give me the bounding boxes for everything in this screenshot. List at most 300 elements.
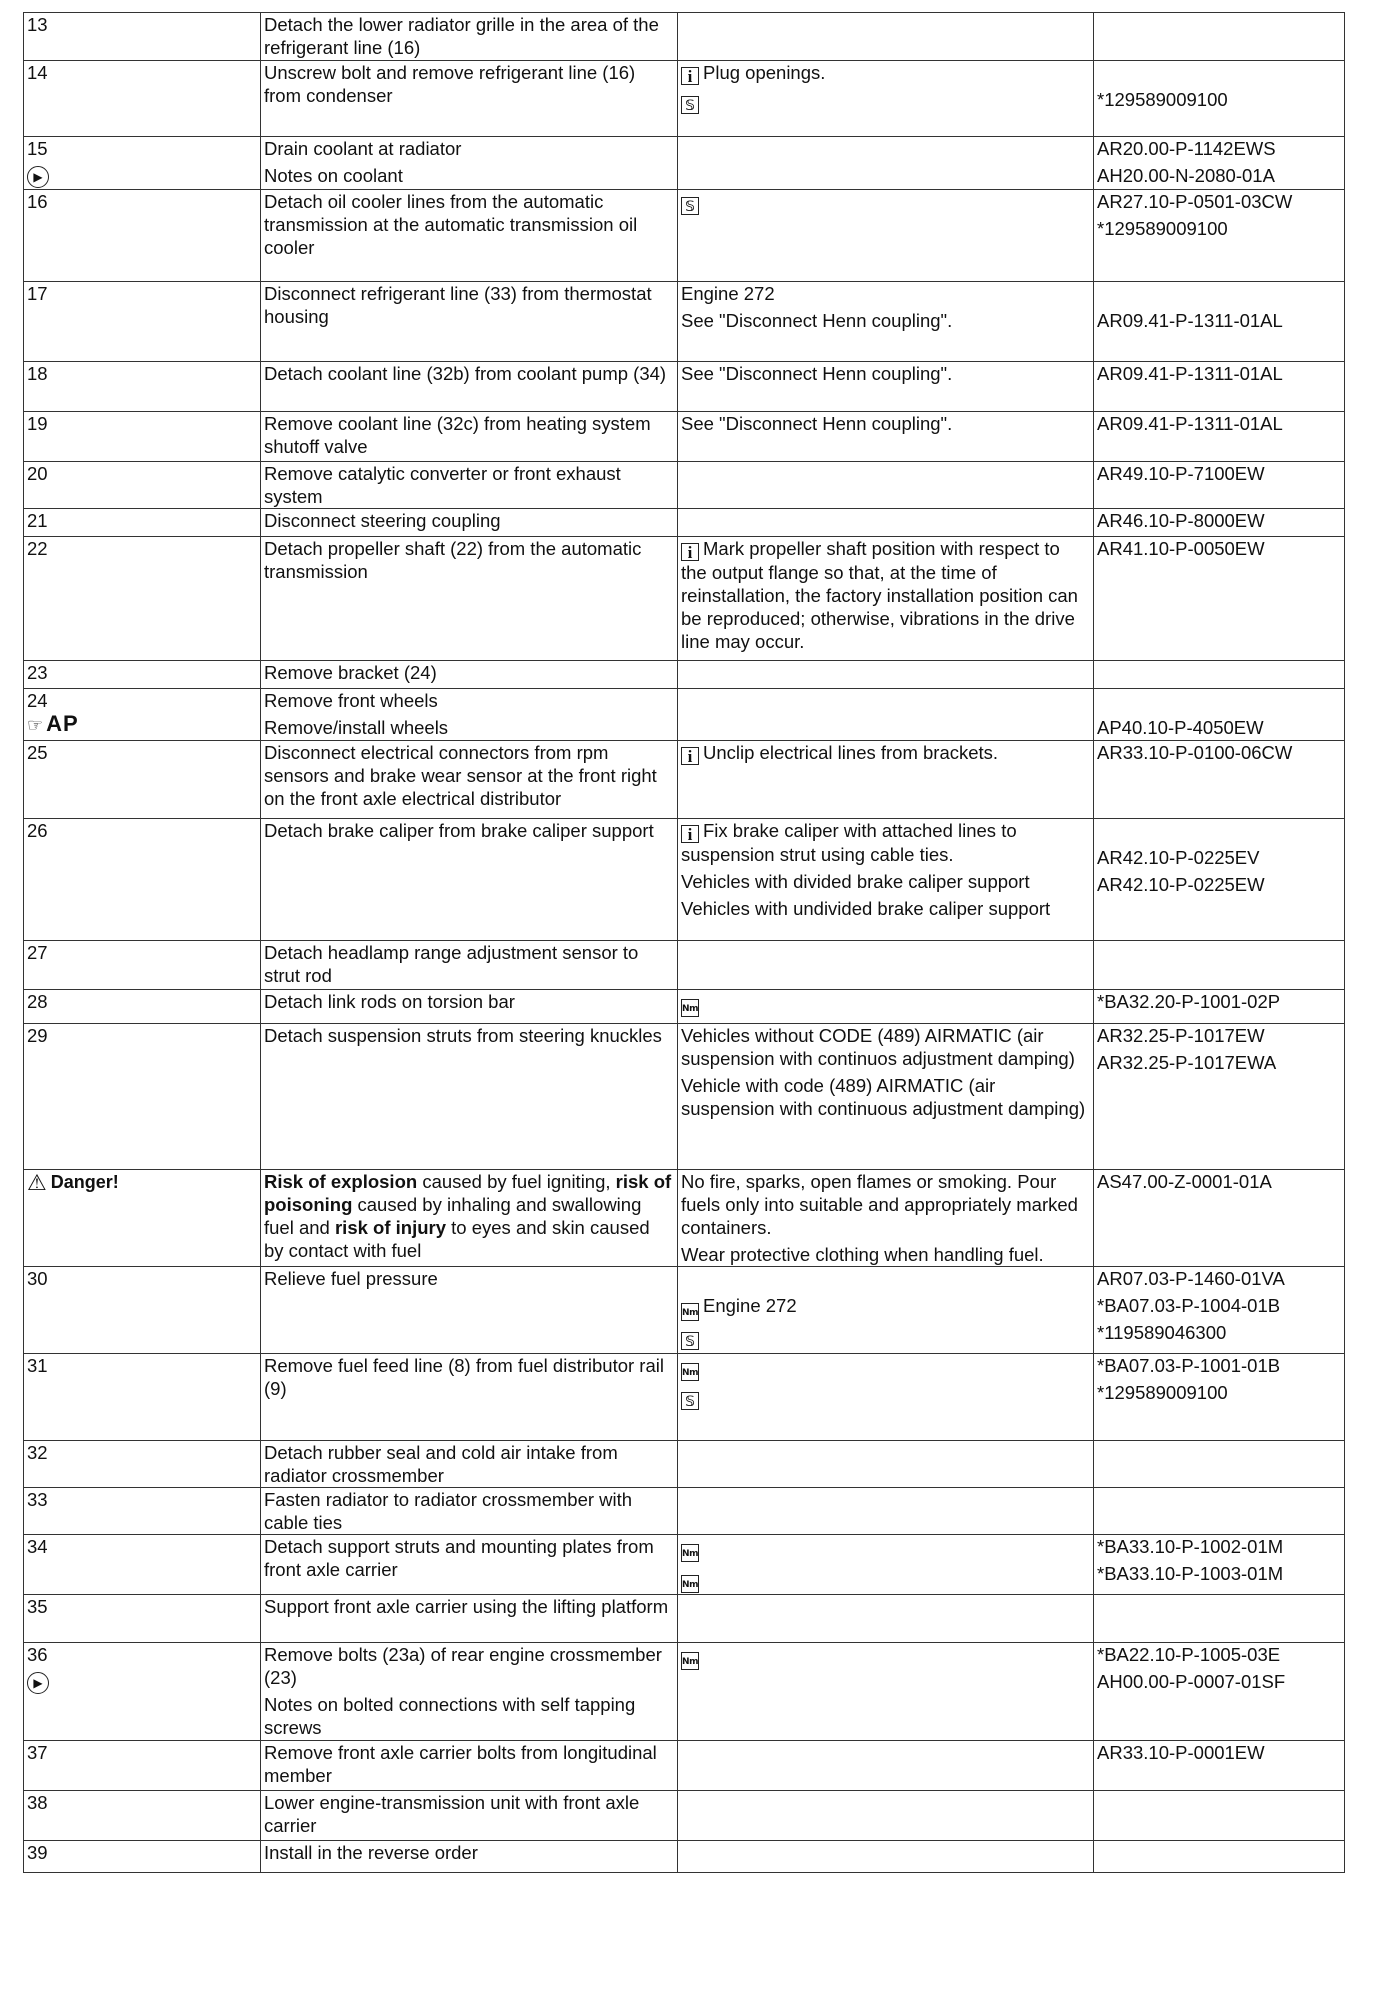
notes-cell <box>678 1267 1094 1354</box>
notes-cell <box>678 990 1094 1024</box>
danger-text: Danger! <box>50 1172 119 1192</box>
notes-cell <box>678 282 1094 362</box>
action-cell <box>261 941 678 990</box>
table-row <box>24 13 1345 61</box>
table-row <box>24 509 1345 537</box>
reference-spacer <box>1097 282 1341 305</box>
ap-badge <box>27 712 257 737</box>
note-line <box>681 897 1090 920</box>
table-row <box>24 137 1345 190</box>
step-cell <box>24 362 261 412</box>
step-number: 32 <box>27 1442 48 1463</box>
step-number: 33 <box>27 1489 48 1510</box>
notes-circle-icon: ▶ <box>27 1672 49 1694</box>
table-row <box>24 1595 1345 1643</box>
table-row <box>24 941 1345 990</box>
table-row <box>24 61 1345 137</box>
step-cell <box>24 990 261 1024</box>
action-text: Remove fuel feed line (8) from fuel distributor rail (9) <box>264 1355 664 1399</box>
document-reference-link[interactable]: *119589046300 <box>1097 1322 1227 1343</box>
torque-nm-icon: Nm <box>681 1363 699 1381</box>
warning-triangle-icon: ⚠ <box>27 1170 47 1195</box>
action-text: Detach link rods on torsion bar <box>264 991 515 1012</box>
special-tool-icon: 𝕊 <box>681 197 699 215</box>
reference-cell <box>1094 61 1345 137</box>
notes-cell <box>678 412 1094 462</box>
step-number: 14 <box>27 62 48 83</box>
document-reference-link[interactable]: *BA07.03-P-1004-01B <box>1097 1295 1281 1316</box>
note-line <box>681 1024 1090 1070</box>
note-text: Vehicles with divided brake caliper support <box>681 871 1030 892</box>
table-row <box>24 412 1345 462</box>
step-cell <box>24 1741 261 1791</box>
step-number: 16 <box>27 191 48 212</box>
note-text: Vehicles with undivided brake caliper support <box>681 898 1051 919</box>
step-cell <box>24 1841 261 1873</box>
step-number: 36 <box>27 1644 48 1665</box>
reference-cell <box>1094 1741 1345 1791</box>
action-text: Detach brake caliper from brake caliper support <box>264 820 654 841</box>
notes-cell <box>678 362 1094 412</box>
note-text: Mark propeller shaft position with respect to the output flange so that, at the time of reinstallation, the factory installation position can be reproduced; otherwise, vibrations in the drive line may occur. <box>681 538 1078 652</box>
info-icon: i <box>681 825 699 843</box>
danger-keyword: risk of poisoning <box>264 1171 672 1215</box>
step-cell <box>24 1595 261 1643</box>
action-cell <box>261 190 678 282</box>
document-reference-link[interactable]: *BA32.20-P-1001-02P <box>1097 991 1281 1012</box>
table-row <box>24 819 1345 941</box>
special-tool-icon: 𝕊 <box>681 1332 699 1350</box>
table-row <box>24 537 1345 661</box>
step-number: 39 <box>27 1842 48 1863</box>
step-number: 23 <box>27 662 48 683</box>
step-cell <box>24 282 261 362</box>
reference-cell <box>1094 1024 1345 1170</box>
note-line <box>681 190 1090 215</box>
info-icon: i <box>681 543 699 561</box>
reference-cell <box>1094 412 1345 462</box>
document-reference-link[interactable]: AH20.00-N-2080-01A <box>1097 165 1275 186</box>
table-row <box>24 282 1345 362</box>
step-cell <box>24 1488 261 1535</box>
action-cell <box>261 1841 678 1873</box>
reference-cell <box>1094 1535 1345 1595</box>
danger-description <box>264 1170 674 1262</box>
action-text: Remove coolant line (32c) from heating system shutoff valve <box>264 413 651 457</box>
reference-cell <box>1094 537 1345 661</box>
reference-cell <box>1094 819 1345 941</box>
note-line <box>681 362 1090 385</box>
notes-cell <box>678 1354 1094 1441</box>
table-row <box>24 1488 1345 1535</box>
notes-cell <box>678 689 1094 741</box>
step-cell <box>24 741 261 819</box>
step-cell <box>24 661 261 689</box>
table-row <box>24 990 1345 1024</box>
document-reference-link[interactable]: AR49.10-P-7100EW <box>1097 463 1265 484</box>
action-text: Detach suspension struts from steering knuckles <box>264 1025 662 1046</box>
action-text: Notes on bolted connections with self tapping screws <box>264 1694 636 1738</box>
action-text: Remove/install wheels <box>264 717 449 738</box>
document-reference-link[interactable]: AR32.25-P-1017EW <box>1097 1025 1265 1046</box>
table-row <box>24 1354 1345 1441</box>
action-cell <box>261 1024 678 1170</box>
step-cell <box>24 1791 261 1841</box>
table-row <box>24 1267 1345 1354</box>
note-line <box>681 1566 1090 1593</box>
step-number: 29 <box>27 1025 48 1046</box>
note-line <box>681 870 1090 893</box>
step-number: 21 <box>27 510 48 531</box>
document-reference-link[interactable]: AR20.00-P-1142EWS <box>1097 138 1276 159</box>
action-cell <box>261 1595 678 1643</box>
action-cell <box>261 137 678 190</box>
note-line <box>681 1267 1090 1290</box>
action-cell <box>261 282 678 362</box>
document-reference-link[interactable]: AR42.10-P-0225EW <box>1097 874 1265 895</box>
reference-cell <box>1094 1841 1345 1873</box>
step-cell <box>24 1170 261 1267</box>
document-reference-link[interactable]: AR42.10-P-0225EV <box>1097 847 1260 868</box>
step-number: 38 <box>27 1792 48 1813</box>
step-cell <box>24 941 261 990</box>
action-cell <box>261 689 678 741</box>
notes-cell <box>678 1488 1094 1535</box>
reference-cell <box>1094 282 1345 362</box>
action-cell <box>261 1535 678 1595</box>
action-text: Detach headlamp range adjustment sensor to strut rod <box>264 942 639 986</box>
notes-circle-icon: ▶ <box>27 166 49 188</box>
document-reference-link[interactable]: AR09.41-P-1311-01AL <box>1097 310 1283 331</box>
reference-spacer <box>1097 61 1341 84</box>
note-line <box>681 741 1090 765</box>
note-line <box>681 412 1090 435</box>
action-cell <box>261 990 678 1024</box>
step-number: 19 <box>27 413 48 434</box>
table-row <box>24 1841 1345 1873</box>
danger-text-part: to eyes and skin caused by contact with fuel <box>264 1217 650 1261</box>
action-cell <box>261 1741 678 1791</box>
document-reference-link[interactable]: *129589009100 <box>1097 89 1228 110</box>
action-text: Detach coolant line (32b) from coolant pump (34) <box>264 363 667 384</box>
reference-cell <box>1094 689 1345 741</box>
note-line <box>681 1170 1090 1239</box>
note-line <box>681 1535 1090 1562</box>
document-reference-link[interactable]: AR07.03-P-1460-01VA <box>1097 1268 1285 1289</box>
danger-text-part: caused by fuel igniting, <box>422 1171 611 1192</box>
document-reference-link[interactable]: *BA33.10-P-1002-01M <box>1097 1536 1284 1557</box>
reference-cell <box>1094 190 1345 282</box>
note-text: Wear protective clothing when handling fuel. <box>681 1244 1044 1265</box>
danger-keyword: risk of injury <box>334 1217 447 1238</box>
document-reference-link[interactable]: *BA33.10-P-1003-01M <box>1097 1563 1284 1584</box>
action-cell <box>261 509 678 537</box>
note-text: Vehicles without CODE (489) AIRMATIC (air suspension with continuos adjustment damping) <box>681 1025 1075 1069</box>
notes-cell <box>678 1791 1094 1841</box>
action-text: Detach rubber seal and cold air intake from radiator crossmember <box>264 1442 618 1486</box>
reference-cell <box>1094 137 1345 190</box>
action-text: Detach propeller shaft (22) from the automatic transmission <box>264 538 642 582</box>
action-text: Lower engine-transmission unit with front axle carrier <box>264 1792 640 1836</box>
note-text: See "Disconnect Henn coupling". <box>681 413 953 434</box>
note-line <box>681 282 1090 305</box>
step-cell <box>24 13 261 61</box>
action-cell <box>261 1643 678 1741</box>
step-cell <box>24 462 261 509</box>
action-text: Install in the reverse order <box>264 1842 478 1863</box>
torque-nm-icon: Nm <box>681 1652 699 1670</box>
notes-cell <box>678 462 1094 509</box>
document-reference-link[interactable]: AP40.10-P-4050EW <box>1097 717 1264 738</box>
note-line <box>681 1643 1090 1670</box>
action-text: Relieve fuel pressure <box>264 1268 438 1289</box>
step-cell <box>24 819 261 941</box>
document-reference-link[interactable]: *129589009100 <box>1097 218 1228 239</box>
note-line <box>681 1074 1090 1120</box>
table-row <box>24 1643 1345 1741</box>
step-cell <box>24 412 261 462</box>
notes-cell <box>678 1595 1094 1643</box>
reference-cell <box>1094 509 1345 537</box>
step-number: 15 <box>27 138 48 159</box>
table-row <box>24 1741 1345 1791</box>
table-row <box>24 661 1345 689</box>
step-cell <box>24 1354 261 1441</box>
note-text: See "Disconnect Henn coupling". <box>681 310 953 331</box>
step-cell <box>24 61 261 137</box>
reference-spacer <box>1097 819 1341 842</box>
danger-text-part: caused by inhaling and swallowing fuel and <box>264 1194 642 1238</box>
table-row <box>24 1535 1345 1595</box>
ap-text: AP <box>46 711 79 736</box>
reference-cell <box>1094 1170 1345 1267</box>
action-cell <box>261 1354 678 1441</box>
action-text: Notes on coolant <box>264 165 403 186</box>
action-cell <box>261 537 678 661</box>
notes-cell <box>678 1643 1094 1741</box>
action-cell <box>261 412 678 462</box>
document-reference-link[interactable]: AR09.41-P-1311-01AL <box>1097 413 1283 434</box>
note-line <box>681 61 1090 85</box>
step-number: 35 <box>27 1596 48 1617</box>
notes-cell <box>678 537 1094 661</box>
action-text: Remove front wheels <box>264 690 438 711</box>
note-line <box>681 1294 1090 1321</box>
danger-keyword: Risk of explosion <box>264 1171 418 1192</box>
note-text: Unclip electrical lines from brackets. <box>703 742 999 763</box>
action-text: Detach support struts and mounting plates from front axle carrier <box>264 1536 654 1580</box>
reference-cell <box>1094 1643 1345 1741</box>
table-row <box>24 1791 1345 1841</box>
reference-cell <box>1094 1595 1345 1643</box>
document-reference-link[interactable]: *BA07.03-P-1001-01B <box>1097 1355 1281 1376</box>
note-text: No fire, sparks, open flames or smoking. Pour fuels only into suitable and appropriately marked containers. <box>681 1171 1078 1238</box>
document-reference-link[interactable]: AR09.41-P-1311-01AL <box>1097 363 1283 384</box>
step-icon-line <box>27 160 257 188</box>
danger-label <box>27 1170 119 1195</box>
reference-spacer <box>1097 689 1341 712</box>
notes-cell <box>678 1535 1094 1595</box>
note-text: Plug openings. <box>703 62 826 83</box>
procedure-table-body <box>24 13 1345 1873</box>
action-cell <box>261 1441 678 1488</box>
notes-cell <box>678 1170 1094 1267</box>
special-tool-icon: 𝕊 <box>681 96 699 114</box>
step-cell <box>24 537 261 661</box>
notes-cell <box>678 661 1094 689</box>
note-text: Engine 272 <box>703 1295 797 1316</box>
document-reference-link[interactable]: AR46.10-P-8000EW <box>1097 510 1265 531</box>
step-number: 22 <box>27 538 48 559</box>
action-text: Detach the lower radiator grille in the area of the refrigerant line (16) <box>264 14 659 58</box>
action-text: Drain coolant at radiator <box>264 138 462 159</box>
step-cell <box>24 137 261 190</box>
action-text: Disconnect steering coupling <box>264 510 501 531</box>
document-reference-link[interactable]: *BA22.10-P-1005-03E <box>1097 1644 1281 1665</box>
notes-cell <box>678 741 1094 819</box>
info-icon: i <box>681 67 699 85</box>
reference-cell <box>1094 741 1345 819</box>
document-reference-link[interactable]: AR32.25-P-1017EWA <box>1097 1052 1277 1073</box>
note-line <box>681 89 1090 114</box>
table-row <box>24 462 1345 509</box>
action-cell <box>261 1791 678 1841</box>
step-number: 20 <box>27 463 48 484</box>
note-text: See "Disconnect Henn coupling". <box>681 363 953 384</box>
note-text: Engine 272 <box>681 283 775 304</box>
torque-nm-icon: Nm <box>681 1575 699 1593</box>
step-number: 17 <box>27 283 48 304</box>
action-text: Unscrew bolt and remove refrigerant line (16) from condenser <box>264 62 636 106</box>
step-cell <box>24 1441 261 1488</box>
step-cell <box>24 509 261 537</box>
document-reference-link[interactable]: AS47.00-Z-0001-01A <box>1097 1171 1272 1192</box>
notes-cell <box>678 1024 1094 1170</box>
torque-nm-icon: Nm <box>681 1544 699 1562</box>
table-row <box>24 741 1345 819</box>
step-cell <box>24 1643 261 1741</box>
table-row <box>24 362 1345 412</box>
step-number: 34 <box>27 1536 48 1557</box>
torque-nm-icon: Nm <box>681 999 699 1017</box>
notes-cell <box>678 190 1094 282</box>
action-cell <box>261 819 678 941</box>
reference-cell <box>1094 462 1345 509</box>
step-number: 31 <box>27 1355 48 1376</box>
note-text: Vehicle with code (489) AIRMATIC (air suspension with continuous adjustment damping) <box>681 1075 1086 1119</box>
notes-cell <box>678 61 1094 137</box>
note-line <box>681 990 1090 1017</box>
procedure-table <box>23 12 1345 1873</box>
note-line <box>681 1243 1090 1266</box>
info-icon: i <box>681 747 699 765</box>
note-line <box>681 1325 1090 1350</box>
step-number: 24 <box>27 690 48 711</box>
step-number: 25 <box>27 742 48 763</box>
step-number: 28 <box>27 991 48 1012</box>
step-number: 13 <box>27 14 48 35</box>
table-row <box>24 1441 1345 1488</box>
notes-cell <box>678 1841 1094 1873</box>
note-line <box>681 1354 1090 1381</box>
step-icon-line <box>27 1666 257 1694</box>
table-row <box>24 689 1345 741</box>
document-reference-link[interactable]: AR33.10-P-0100-06CW <box>1097 742 1293 763</box>
note-line <box>681 309 1090 332</box>
action-cell <box>261 1488 678 1535</box>
action-text: Disconnect electrical connectors from rpm sensors and brake wear sensor at the front right on the front axle electrical distributor <box>264 742 657 809</box>
reference-cell <box>1094 661 1345 689</box>
action-text: Disconnect refrigerant line (33) from thermostat housing <box>264 283 652 327</box>
action-cell <box>261 61 678 137</box>
note-line <box>681 819 1090 866</box>
action-text: Remove bolts (23a) of rear engine crossmember (23) <box>264 1644 662 1688</box>
notes-cell <box>678 819 1094 941</box>
action-cell <box>261 1170 678 1267</box>
step-number: 30 <box>27 1268 48 1289</box>
step-number: 18 <box>27 363 48 384</box>
document-reference-link[interactable]: AR33.10-P-0001EW <box>1097 1742 1265 1763</box>
notes-cell <box>678 941 1094 990</box>
pointing-hand-icon: ☞ <box>27 715 45 735</box>
step-cell <box>24 1024 261 1170</box>
notes-cell <box>678 137 1094 190</box>
note-line <box>681 537 1090 653</box>
notes-cell <box>678 509 1094 537</box>
reference-cell <box>1094 941 1345 990</box>
reference-cell <box>1094 362 1345 412</box>
notes-cell <box>678 1441 1094 1488</box>
table-row <box>24 1170 1345 1267</box>
reference-cell <box>1094 1441 1345 1488</box>
step-number: 27 <box>27 942 48 963</box>
action-text: Support front axle carrier using the lifting platform <box>264 1596 669 1617</box>
notes-cell <box>678 1741 1094 1791</box>
reference-cell <box>1094 990 1345 1024</box>
reference-cell <box>1094 1267 1345 1354</box>
action-text: Remove catalytic converter or front exhaust system <box>264 463 621 507</box>
step-cell <box>24 190 261 282</box>
action-text: Detach oil cooler lines from the automatic transmission at the automatic transmission oil cooler <box>264 191 638 258</box>
note-line <box>681 1385 1090 1410</box>
step-cell <box>24 689 261 741</box>
document-reference-link[interactable]: *129589009100 <box>1097 1382 1228 1403</box>
action-cell <box>261 13 678 61</box>
step-cell <box>24 1535 261 1595</box>
action-cell <box>261 741 678 819</box>
reference-cell <box>1094 1791 1345 1841</box>
reference-cell <box>1094 13 1345 61</box>
reference-cell <box>1094 1488 1345 1535</box>
notes-cell <box>678 13 1094 61</box>
step-number: 26 <box>27 820 48 841</box>
table-row <box>24 190 1345 282</box>
table-row <box>24 1024 1345 1170</box>
reference-cell <box>1094 1354 1345 1441</box>
special-tool-icon: 𝕊 <box>681 1392 699 1410</box>
action-text: Remove bracket (24) <box>264 662 437 683</box>
action-text: Remove front axle carrier bolts from longitudinal member <box>264 1742 657 1786</box>
document-reference-link[interactable]: AR27.10-P-0501-03CW <box>1097 191 1293 212</box>
document-reference-link[interactable]: AH00.00-P-0007-01SF <box>1097 1671 1286 1692</box>
step-number: 37 <box>27 1742 48 1763</box>
action-cell <box>261 1267 678 1354</box>
document-reference-link[interactable]: AR41.10-P-0050EW <box>1097 538 1265 559</box>
action-cell <box>261 661 678 689</box>
torque-nm-icon: Nm <box>681 1303 699 1321</box>
action-text: Fasten radiator to radiator crossmember with cable ties <box>264 1489 633 1533</box>
note-text: Fix brake caliper with attached lines to suspension strut using cable ties. <box>681 820 1017 865</box>
